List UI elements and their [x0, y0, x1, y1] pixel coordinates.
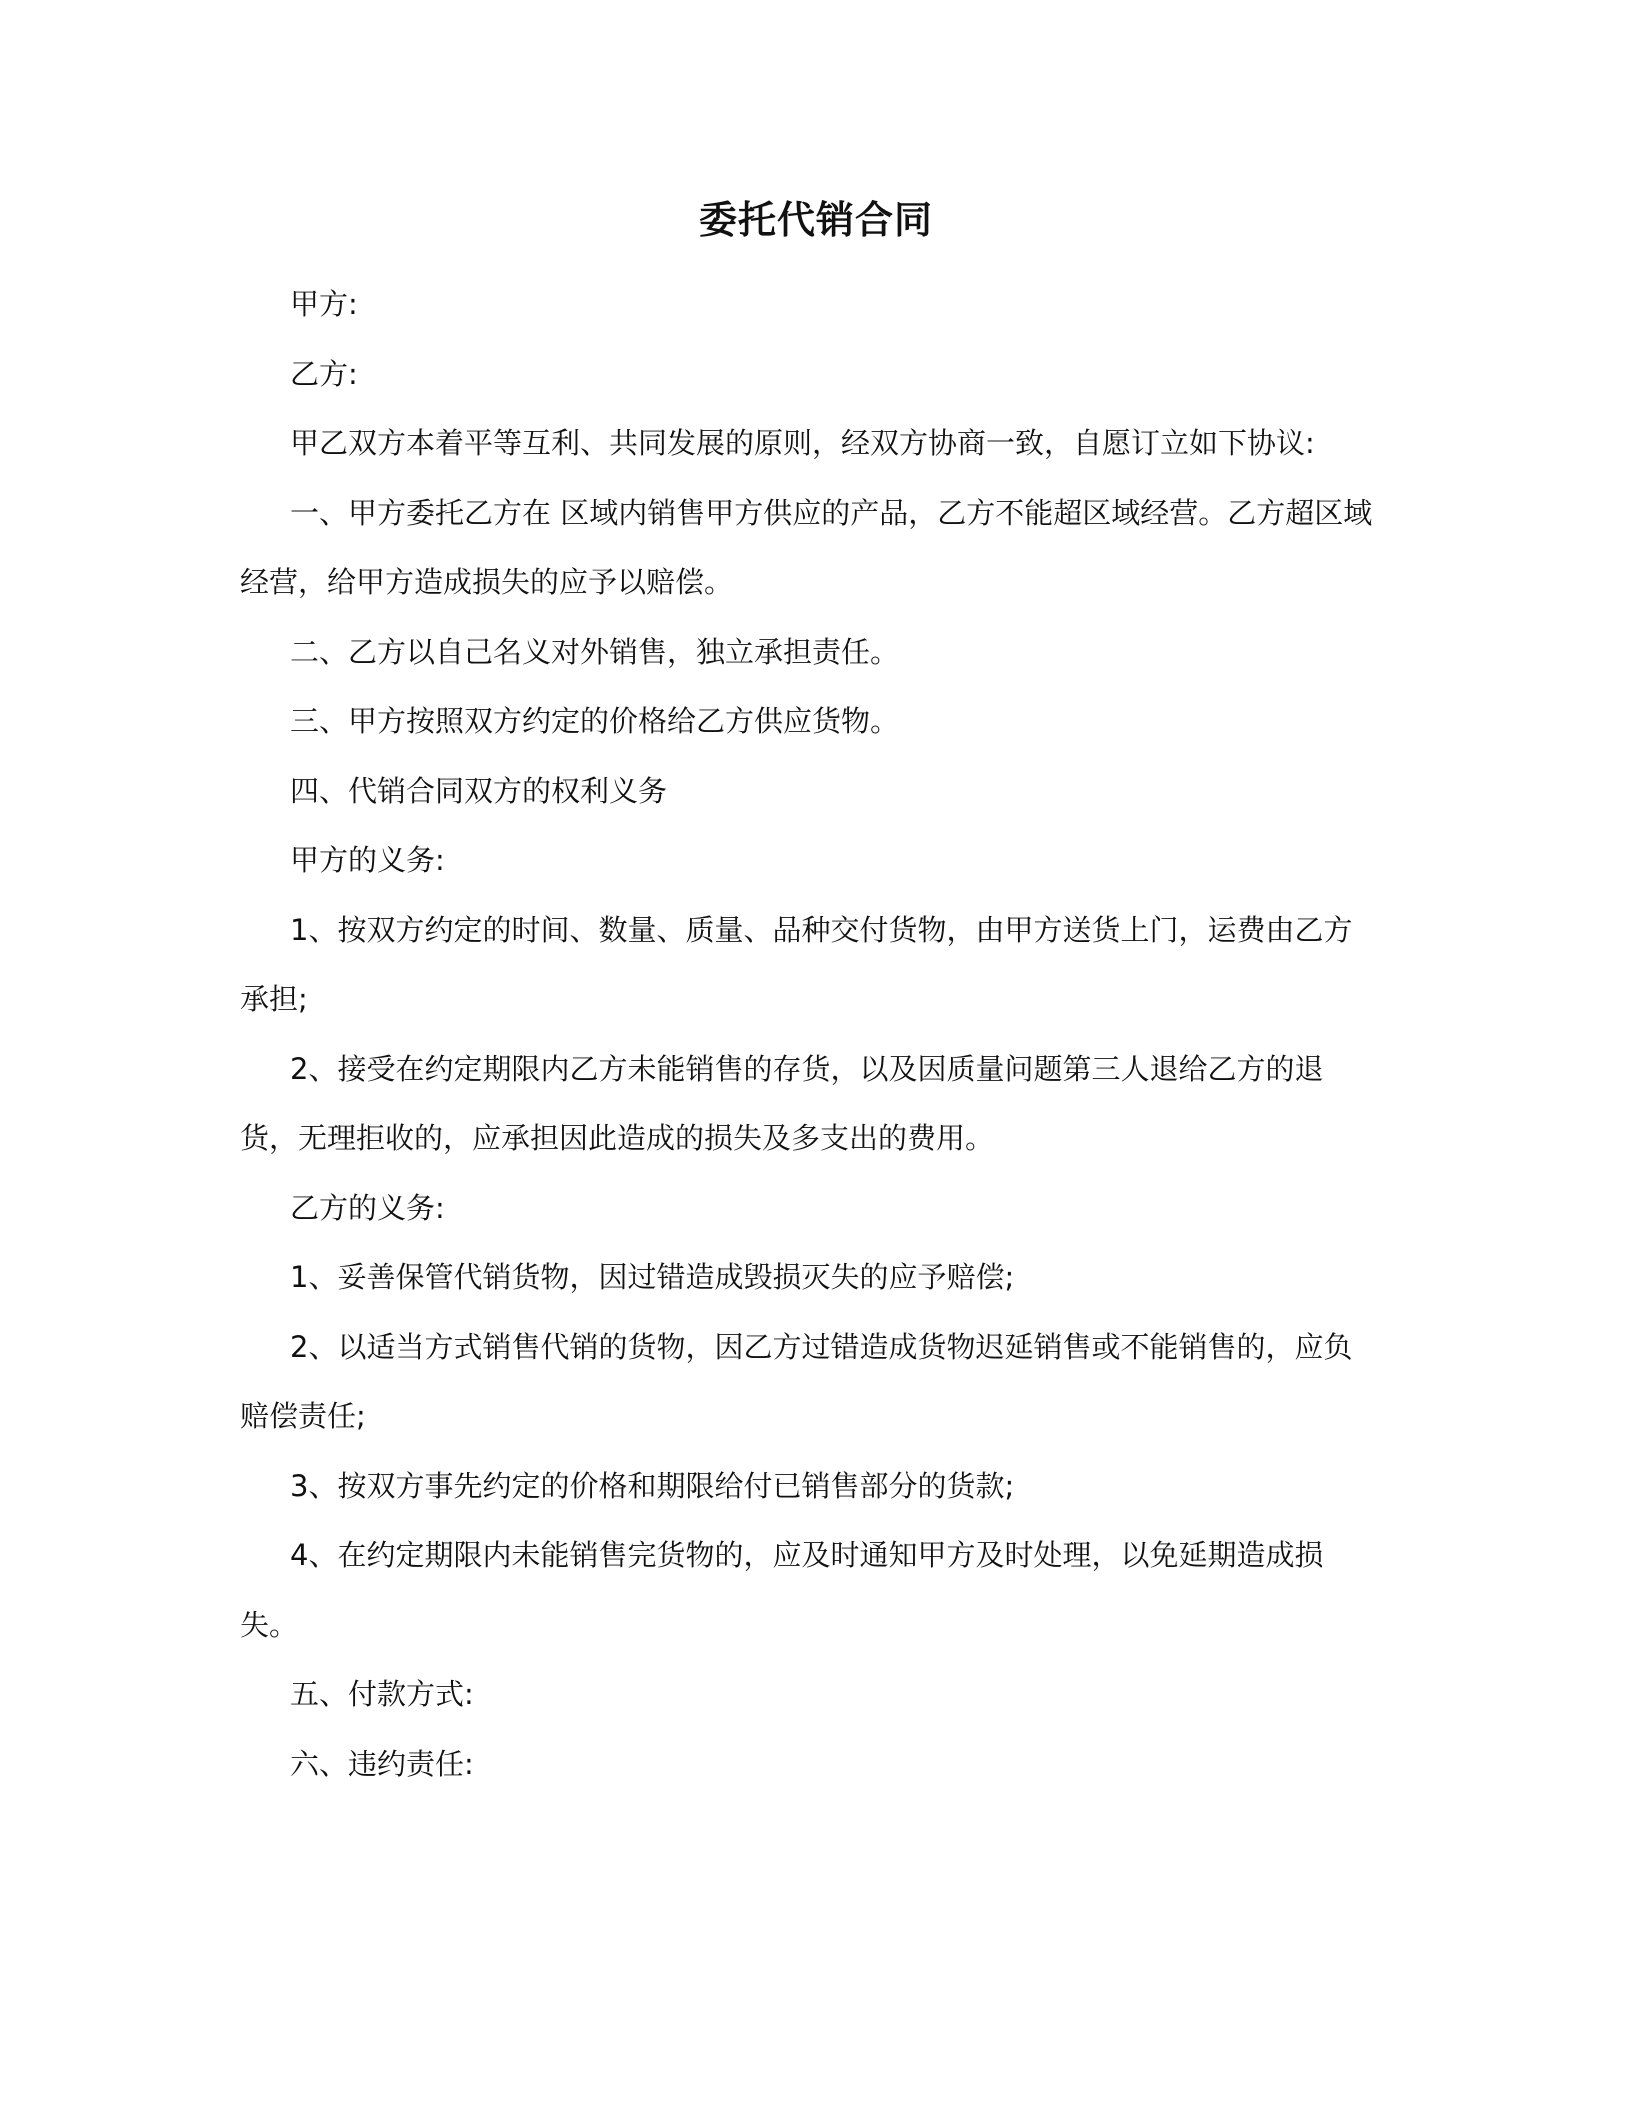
party-b-duty-4: 4、在约定期限内未能销售完货物的，应及时通知甲方及时处理，以免延期造成损失。 [240, 1538, 1324, 1642]
party-a-duty-1: 1、按双方约定的时间、数量、质量、品种交付货物，由甲方送货上门，运费由乙方承担; [240, 912, 1353, 1016]
clause-3: 三、甲方按照双方约定的价格给乙方供应货物。 [290, 704, 900, 738]
party-a-duties-heading: 甲方的义务: [290, 843, 445, 877]
party-b-duties-heading: 乙方的义务: [290, 1190, 445, 1225]
party-a-line: 甲方: [290, 287, 358, 321]
clause-4-heading: 四、代销合同双方的权利义务 [290, 773, 668, 808]
party-a-duty-2: 2、接受在约定期限内乙方未能销售的存货，以及因质量问题第三人退给乙方的退货，无理拒收的，应承担因此造成的损失及多支出的费用。 [240, 1051, 1324, 1155]
party-b-duty-2: 2、以适当方式销售代销的货物，因乙方过错造成货物迟延销售或不能销售的，应负赔偿责任; [240, 1329, 1353, 1433]
preamble-paragraph: 甲乙双方本着平等互利、共同发展的原则，经双方协商一致，自愿订立如下协议: [290, 426, 1315, 460]
clause-2: 二、乙方以自己名义对外销售，独立承担责任。 [290, 634, 900, 669]
clause-1: 一、甲方委托乙方在 区域内销售甲方供应的产品，乙方不能超区域经营。乙方超区域经营，给甲方造成损失的应予以赔偿。 [240, 495, 1373, 599]
document-title: 委托代销合同 [698, 198, 933, 242]
party-b-duty-3: 3、按双方事先约定的价格和期限给付已销售部分的货款; [290, 1468, 1015, 1503]
clause-5-payment: 五、付款方式: [290, 1677, 474, 1711]
party-b-line: 乙方: [290, 356, 358, 391]
document-body [240, 270, 1380, 1799]
clause-6-liability: 六、违约责任: [290, 1746, 474, 1781]
party-b-duty-1: 1、妥善保管代销货物，因过错造成毁损灭失的应予赔偿; [290, 1260, 1015, 1294]
